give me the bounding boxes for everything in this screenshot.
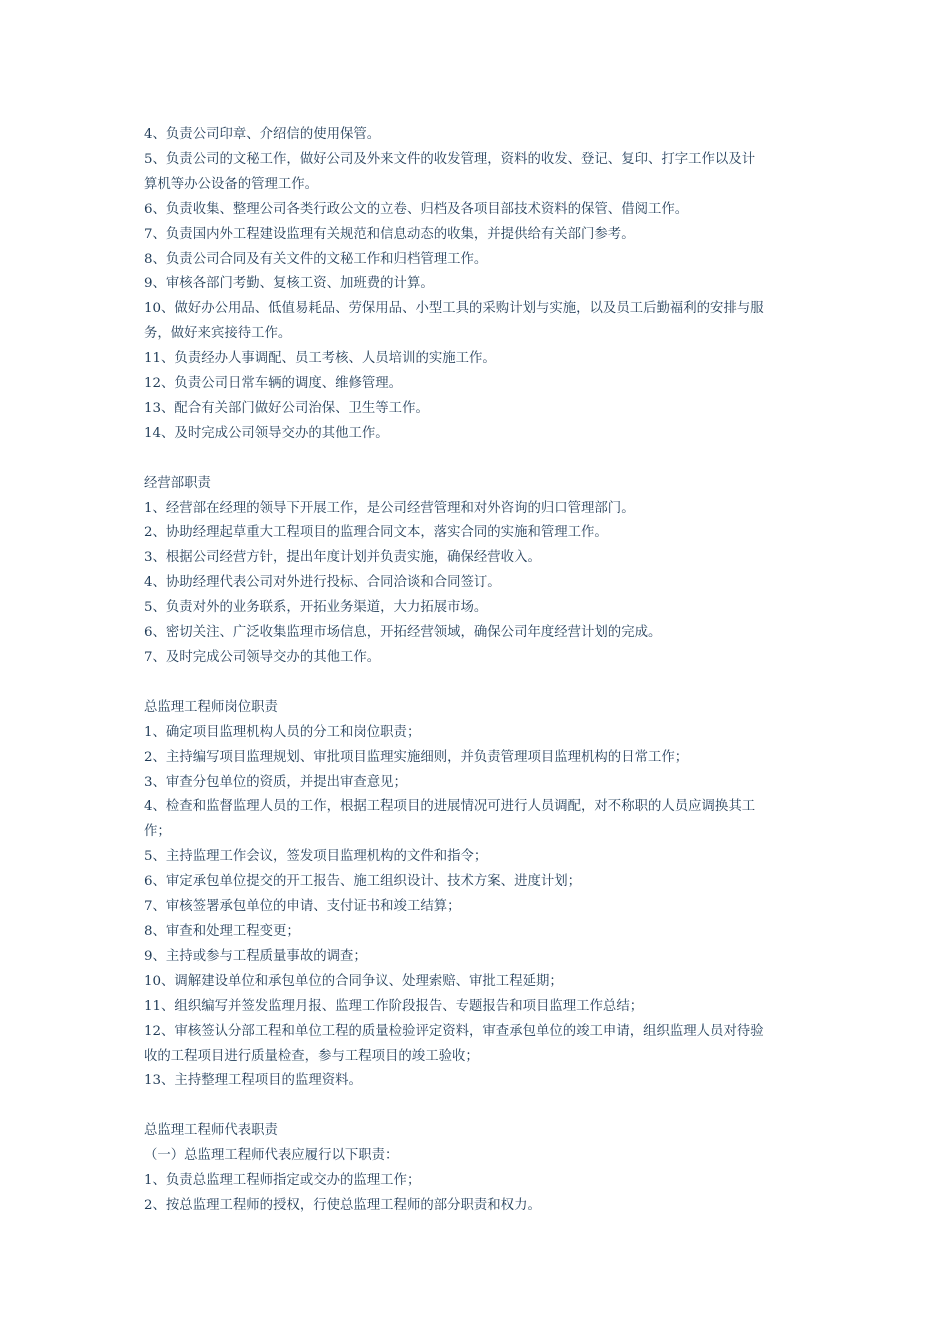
section-business-duties [144, 472, 814, 671]
list-item: 收的工程项目进行质量检查，参与工程项目的竣工验收； [144, 1048, 479, 1064]
list-item: 4、负责公司印章、介绍信的使用保管。 [144, 127, 381, 142]
list-item: 6、负责收集、整理公司各类行政公文的立卷、归档及各项目部技术资料的保管、借阅工作。 [144, 201, 689, 217]
list-item: 作； [144, 824, 171, 840]
list-item: 2、协助经理起草重大工程项目的监理合同文本，落实合同的实施和管理工作。 [144, 525, 608, 541]
list-item: 10、调解建设单位和承包单位的合同争议、处理索赔、审批工程延期； [144, 973, 563, 989]
list-item: 9、主持或参与工程质量事故的调查； [144, 948, 367, 964]
section-deputy-engineer-duties [144, 1119, 814, 1219]
list-item: 4、检查和监督监理人员的工作，根据工程项目的进展情况可进行人员调配，对不称职的人员应调换其工 [144, 799, 756, 815]
list-item: 7、审核签署承包单位的申请、支付证书和竣工结算； [144, 899, 461, 915]
list-item: 3、根据公司经营方针，提出年度计划并负责实施，确保经营收入。 [144, 550, 541, 566]
list-item: 13、配合有关部门做好公司治保、卫生等工作。 [144, 400, 429, 416]
list-item: 5、负责公司的文秘工作，做好公司及外来文件的收发管理，资料的收发、登记、复印、打字工作以及计 [144, 151, 756, 167]
list-item: 13、主持整理工程项目的监理资料。 [144, 1073, 362, 1089]
section-spacer [144, 447, 814, 472]
list-item: 8、审查和处理工程变更； [144, 923, 300, 939]
list-item: 2、按总监理工程师的授权，行使总监理工程师的部分职责和权力。 [144, 1197, 541, 1213]
list-item: 8、负责公司合同及有关文件的文秘工作和归档管理工作。 [144, 251, 488, 267]
section-chief-engineer-duties [144, 696, 814, 1095]
list-item: 12、审核签认分部工程和单位工程的质量检验评定资料，审查承包单位的竣工申请，组织监理人员对待验 [144, 1023, 764, 1039]
list-item: 3、审查分包单位的资质，并提出审查意见； [144, 774, 407, 790]
section-heading: 总监理工程师代表职责 [144, 1123, 278, 1139]
list-item: 11、组织编写并签发监理月报、监理工作阶段报告、专题报告和项目监理工作总结； [144, 998, 644, 1014]
list-item: 6、密切关注、广泛收集监理市场信息，开拓经营领域，确保公司年度经营计划的完成。 [144, 625, 662, 641]
list-item: 算机等办公设备的管理工作。 [144, 176, 319, 192]
list-item: 1、负责总监理工程师指定或交办的监理工作； [144, 1173, 421, 1189]
list-item: 5、主持监理工作会议，签发项目监理机构的文件和指令； [144, 849, 488, 865]
list-item: 2、主持编写项目监理规划、审批项目监理实施细则，并负责管理项目监理机构的日常工作； [144, 749, 689, 765]
list-item: （一）总监理工程师代表应履行以下职责： [144, 1148, 399, 1164]
list-item: 10、做好办公用品、低值易耗品、劳保用品、小型工具的采购计划与实施，以及员工后勤福利的安排与服 [144, 301, 764, 317]
list-item: 11、负责经办人事调配、员工考核、人员培训的实施工作。 [144, 351, 496, 367]
section-heading: 总监理工程师岗位职责 [144, 699, 278, 715]
list-item: 1、确定项目监理机构人员的分工和岗位职责； [144, 724, 421, 740]
section-spacer [144, 671, 814, 696]
list-item: 6、审定承包单位提交的开工报告、施工组织设计、技术方案、进度计划； [144, 874, 582, 890]
section-heading: 经营部职责 [144, 475, 211, 491]
list-item: 9、审核各部门考勤、复核工资、加班费的计算。 [144, 276, 434, 292]
list-item: 5、负责对外的业务联系，开拓业务渠道，大力拓展市场。 [144, 600, 488, 616]
section-admin-duties [144, 123, 814, 447]
list-item: 务，做好来宾接待工作。 [144, 326, 292, 342]
section-spacer [144, 1094, 814, 1119]
list-item: 4、协助经理代表公司对外进行投标、合同洽谈和合同签订。 [144, 575, 501, 591]
list-item: 1、经营部在经理的领导下开展工作，是公司经营管理和对外咨询的归口管理部门。 [144, 500, 635, 516]
list-item: 14、及时完成公司领导交办的其他工作。 [144, 425, 389, 441]
list-item: 12、负责公司日常车辆的调度、维修管理。 [144, 376, 403, 392]
list-item: 7、及时完成公司领导交办的其他工作。 [144, 650, 381, 666]
document-page [144, 123, 814, 1219]
list-item: 7、负责国内外工程建设监理有关规范和信息动态的收集，并提供给有关部门参考。 [144, 226, 635, 242]
